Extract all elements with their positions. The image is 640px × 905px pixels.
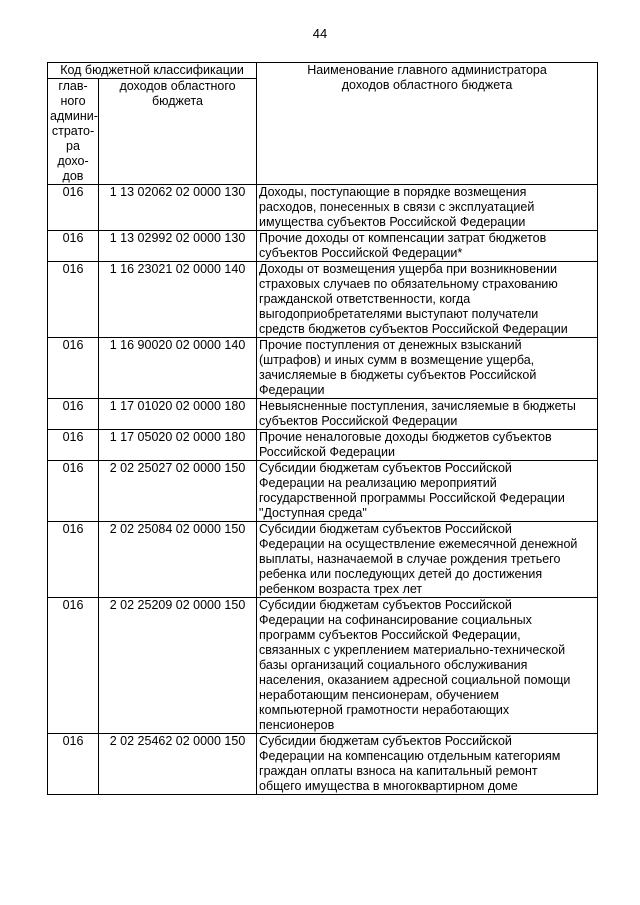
revenue-name-cell: Субсидии бюджетам субъектов Российской Федерации на реализацию мероприятий государственной программы Российской Федерации "Доступная среда" [257,461,598,522]
revenue-code-cell: 1 16 90020 02 0000 140 [99,338,257,399]
revenue-code-cell: 2 02 25209 02 0000 150 [99,598,257,734]
admin-code-cell: 016 [48,522,99,598]
table-row [48,461,598,522]
table-row [48,231,598,262]
revenue-code-cell: 2 02 25084 02 0000 150 [99,522,257,598]
table-row [48,399,598,430]
admin-code-cell: 016 [48,430,99,461]
header-administrator-name: Наименование главного администратора доходов областного бюджета [257,63,598,185]
admin-code-cell: 016 [48,399,99,430]
revenue-name-cell: Прочие неналоговые доходы бюджетов субъектов Российской Федерации [257,430,598,461]
revenue-code-cell: 1 13 02062 02 0000 130 [99,185,257,231]
admin-code-cell: 016 [48,231,99,262]
budget-classification-table [47,62,598,795]
admin-code-cell: 016 [48,461,99,522]
table-row [48,338,598,399]
revenue-code-cell: 2 02 25462 02 0000 150 [99,734,257,795]
admin-code-cell: 016 [48,598,99,734]
page-number: 44 [312,26,328,41]
revenue-code-cell: 1 16 23021 02 0000 140 [99,262,257,338]
revenue-code-cell: 1 17 05020 02 0000 180 [99,430,257,461]
table-row [48,430,598,461]
revenue-name-cell: Субсидии бюджетам субъектов Российской Федерации на осуществление ежемесячной денежной выплаты, назначаемой в случае рождения третьего ребенка или последующих детей до достижения ребенком возраста трех лет [257,522,598,598]
header-budget-classification-code: Код бюджетной классификации [48,63,257,79]
revenue-code-cell: 1 17 01020 02 0000 180 [99,399,257,430]
revenue-name-cell: Субсидии бюджетам субъектов Российской Федерации на софинансирование социальных программ субъектов Российской Федерации, связанных с укреплением материально-технической базы организаций социального обслуживания населения, оказанием адресной социальной помощи неработающим пенсионерам, обучением компьютерной грамотности неработающих пенсионеров [257,598,598,734]
header-main-administrator: глав- ного админи- страто- ра дохо- дов [48,79,99,185]
table-row [48,262,598,338]
revenue-name-cell: Прочие поступления от денежных взысканий (штрафов) и иных сумм в возмещение ущерба, зачисляемые в бюджеты субъектов Российской Федерации [257,338,598,399]
table-body [48,185,598,795]
table-header [48,63,598,185]
table-row [48,522,598,598]
table-row [48,185,598,231]
revenue-name-cell: Прочие доходы от компенсации затрат бюджетов субъектов Российской Федерации* [257,231,598,262]
table-row [48,734,598,795]
revenue-code-cell: 2 02 25027 02 0000 150 [99,461,257,522]
table-row [48,598,598,734]
revenue-name-cell: Невыясненные поступления, зачисляемые в бюджеты субъектов Российской Федерации [257,399,598,430]
header-row-group [48,63,598,79]
revenue-name-cell: Субсидии бюджетам субъектов Российской Федерации на компенсацию отдельным категориям граждан оплаты взноса на капитальный ремонт общего имущества в многоквартирном доме [257,734,598,795]
admin-code-cell: 016 [48,338,99,399]
admin-code-cell: 016 [48,185,99,231]
revenue-code-cell: 1 13 02992 02 0000 130 [99,231,257,262]
revenue-name-cell: Доходы, поступающие в порядке возмещения расходов, понесенных в связи с эксплуатацией имущества субъектов Российской Федерации [257,185,598,231]
header-revenue-code: доходов областного бюджета [99,79,257,185]
admin-code-cell: 016 [48,734,99,795]
admin-code-cell: 016 [48,262,99,338]
revenue-name-cell: Доходы от возмещения ущерба при возникновении страховых случаев по обязательному страхованию гражданской ответственности, когда выгодоприобретателями выступают получатели средств бюджетов субъектов Российской Федерации [257,262,598,338]
